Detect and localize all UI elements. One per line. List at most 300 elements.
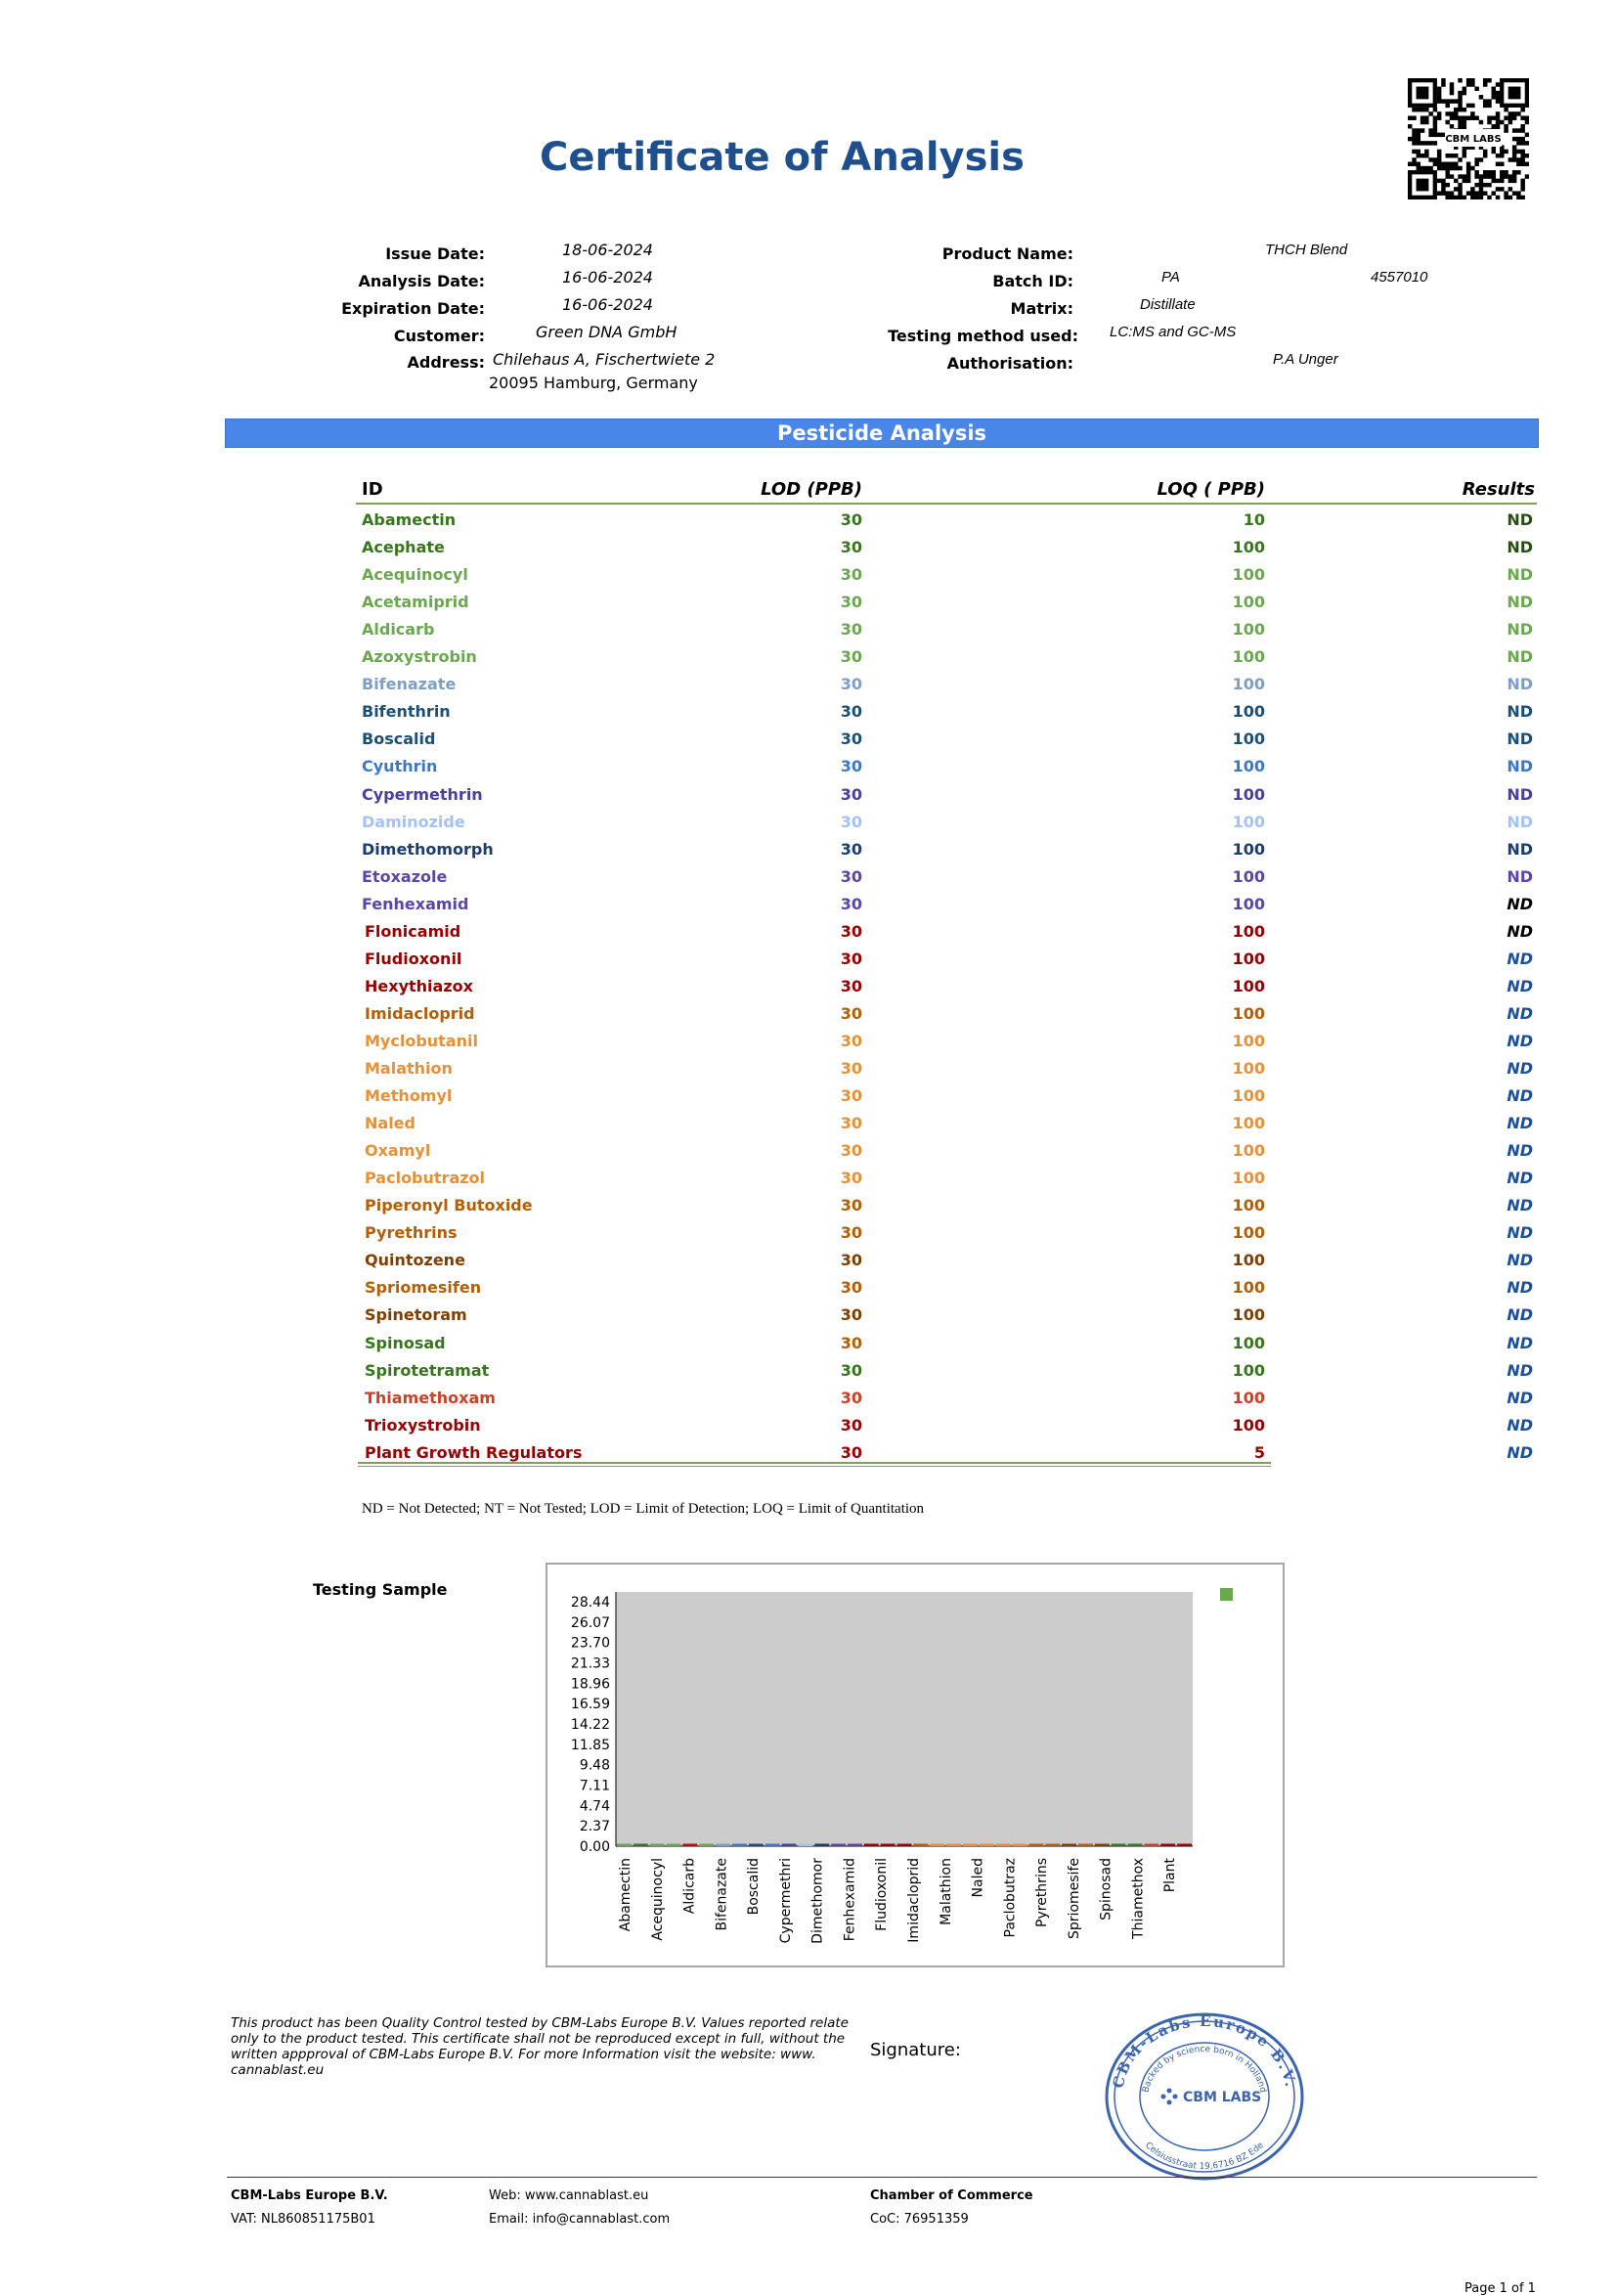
qr-module bbox=[1492, 95, 1496, 99]
qr-module bbox=[1474, 115, 1478, 119]
qr-module bbox=[1492, 150, 1496, 154]
stamp-logo-text: CBM LABS bbox=[1183, 2090, 1262, 2105]
table-cell-lod: 30 bbox=[840, 1361, 862, 1380]
qr-module bbox=[1500, 174, 1504, 178]
table-cell-result: ND bbox=[1507, 1416, 1533, 1435]
qr-module bbox=[1470, 104, 1474, 108]
qr-module bbox=[1474, 174, 1478, 178]
qr-module bbox=[1454, 115, 1458, 119]
chart-bar bbox=[814, 1844, 829, 1847]
table-cell-loq: 100 bbox=[1232, 895, 1265, 913]
qr-module bbox=[1417, 162, 1420, 166]
page-number: Page 1 of 1 bbox=[1464, 2281, 1536, 2296]
qr-module bbox=[1466, 166, 1470, 170]
qr-module bbox=[1424, 166, 1428, 170]
qr-module bbox=[1428, 166, 1432, 170]
table-cell-id: Fenhexamid bbox=[362, 895, 469, 913]
table-cell-result: ND bbox=[1507, 1086, 1533, 1105]
qr-module bbox=[1441, 187, 1445, 191]
qr-module bbox=[1479, 183, 1483, 187]
table-cell-result: ND bbox=[1507, 922, 1533, 941]
qr-module bbox=[1492, 174, 1496, 178]
qr-module bbox=[1424, 115, 1428, 119]
qr-module bbox=[1408, 124, 1412, 128]
table-cell-id: Aldicarb bbox=[362, 620, 435, 639]
table-cell-loq: 100 bbox=[1232, 1004, 1265, 1023]
table-cell-id: Spinosad bbox=[365, 1334, 446, 1352]
qr-module bbox=[1412, 133, 1416, 137]
table-cell-lod: 30 bbox=[840, 510, 862, 529]
table-cell-lod: 30 bbox=[840, 729, 862, 748]
qr-module bbox=[1420, 154, 1424, 157]
signature-label: Signature: bbox=[870, 2040, 961, 2060]
table-cell-lod: 30 bbox=[840, 895, 862, 913]
chart-x-tick-label: Spriomesife bbox=[1066, 1858, 1082, 1939]
table-cell-id: Dimethomorph bbox=[362, 840, 494, 859]
footer-divider bbox=[227, 2177, 1537, 2178]
qr-module bbox=[1445, 154, 1449, 157]
chart-bar bbox=[1013, 1844, 1027, 1847]
qr-module bbox=[1466, 78, 1470, 82]
qr-module bbox=[1487, 99, 1491, 103]
qr-module bbox=[1479, 196, 1483, 199]
qr-module bbox=[1420, 108, 1424, 111]
qr-module bbox=[1525, 154, 1529, 157]
qr-module bbox=[1483, 104, 1487, 108]
qr-module bbox=[1483, 191, 1487, 195]
qr-module bbox=[1412, 128, 1416, 132]
table-cell-loq: 100 bbox=[1232, 949, 1265, 968]
qr-module bbox=[1437, 157, 1441, 161]
table-cell-result: ND bbox=[1507, 1114, 1533, 1132]
qr-module bbox=[1474, 191, 1478, 195]
qr-module bbox=[1483, 183, 1487, 187]
table-cell-result: ND bbox=[1507, 949, 1533, 968]
footer-web: Web: www.cannablast.eu bbox=[489, 2188, 649, 2203]
qr-module bbox=[1412, 141, 1416, 145]
qr-module bbox=[1428, 133, 1432, 137]
chart-bar bbox=[617, 1844, 632, 1847]
qr-module bbox=[1424, 141, 1428, 145]
qr-module bbox=[1445, 104, 1449, 108]
table-cell-result: ND bbox=[1507, 1251, 1533, 1269]
qr-module bbox=[1516, 157, 1520, 161]
qr-module bbox=[1504, 128, 1508, 132]
chart-bar bbox=[1028, 1844, 1043, 1847]
address-line1: Chilehaus A, Fischertwiete 2 bbox=[493, 350, 716, 369]
table-cell-id: Bifenazate bbox=[362, 675, 457, 693]
table-cell-id: Flonicamid bbox=[365, 922, 461, 941]
table-cell-result: ND bbox=[1507, 1443, 1533, 1462]
table-cell-loq: 100 bbox=[1232, 922, 1265, 941]
qr-module bbox=[1445, 191, 1449, 195]
table-cell-result: ND bbox=[1507, 1059, 1533, 1078]
qr-module bbox=[1454, 108, 1458, 111]
qr-module bbox=[1520, 154, 1524, 157]
chart-bar bbox=[716, 1844, 730, 1847]
chart-x-tick-label: Boscalid bbox=[746, 1858, 763, 1916]
chart-y-tick-label: 28.44 bbox=[570, 1595, 610, 1611]
method-label: Testing method used: bbox=[888, 327, 1078, 345]
chart-bar bbox=[650, 1844, 665, 1847]
qr-module bbox=[1487, 78, 1491, 82]
qr-module bbox=[1458, 115, 1462, 119]
qr-module bbox=[1520, 187, 1524, 191]
table-cell-id: Boscalid bbox=[362, 729, 436, 748]
qr-module bbox=[1512, 174, 1516, 178]
qr-module bbox=[1504, 174, 1508, 178]
table-cell-result: ND bbox=[1507, 895, 1533, 913]
qr-module bbox=[1463, 108, 1466, 111]
table-cell-id: Abamectin bbox=[362, 510, 457, 529]
chart-y-tick-label: 26.07 bbox=[570, 1614, 610, 1631]
chart-bar bbox=[881, 1844, 896, 1847]
qr-module bbox=[1512, 145, 1516, 149]
qr-module bbox=[1445, 196, 1449, 199]
chart-bar bbox=[1095, 1844, 1110, 1847]
chart-bar bbox=[1078, 1844, 1093, 1847]
table-cell-id: Oxamyl bbox=[365, 1141, 431, 1160]
table-cell-result: ND bbox=[1507, 565, 1533, 584]
qr-module bbox=[1441, 99, 1445, 103]
table-cell-loq: 100 bbox=[1232, 729, 1265, 748]
address-line2: 20095 Hamburg, Germany bbox=[489, 374, 698, 392]
qr-module bbox=[1474, 170, 1478, 174]
qr-module bbox=[1508, 174, 1512, 178]
qr-module bbox=[1412, 137, 1416, 141]
qr-module bbox=[1492, 91, 1496, 95]
table-cell-loq: 100 bbox=[1232, 1169, 1265, 1187]
qr-module bbox=[1516, 196, 1520, 199]
table-header-loq: LOQ ( PPB) bbox=[1157, 479, 1265, 500]
qr-module bbox=[1504, 196, 1508, 199]
table-cell-loq: 100 bbox=[1232, 840, 1265, 859]
table-cell-result: ND bbox=[1507, 675, 1533, 693]
table-cell-lod: 30 bbox=[840, 1223, 862, 1242]
qr-module bbox=[1512, 179, 1516, 183]
table-cell-loq: 100 bbox=[1232, 1278, 1265, 1297]
table-cell-id: Bifenthrin bbox=[362, 702, 451, 721]
qr-module bbox=[1450, 124, 1454, 128]
qr-module bbox=[1454, 187, 1458, 191]
chart-x-tick-label: Bifenazate bbox=[714, 1858, 730, 1931]
qr-module bbox=[1437, 150, 1441, 154]
table-cell-lod: 30 bbox=[840, 1443, 862, 1462]
table-cell-lod: 30 bbox=[840, 922, 862, 941]
qr-module bbox=[1441, 78, 1445, 82]
table-cell-id: Fludioxonil bbox=[365, 949, 462, 968]
expiration-date-value: 16-06-2024 bbox=[562, 295, 653, 314]
table-cell-loq: 100 bbox=[1232, 1389, 1265, 1407]
qr-module bbox=[1441, 162, 1445, 166]
chart-bar bbox=[848, 1844, 862, 1847]
qr-module bbox=[1520, 124, 1524, 128]
qr-module bbox=[1474, 162, 1478, 166]
table-cell-lod: 30 bbox=[840, 949, 862, 968]
qr-module bbox=[1424, 150, 1428, 154]
chart-bar bbox=[996, 1844, 1011, 1847]
table-cell-result: ND bbox=[1507, 647, 1533, 666]
chart-legend-swatch bbox=[1220, 1588, 1233, 1601]
table-cell-result: ND bbox=[1507, 1334, 1533, 1352]
qr-module bbox=[1470, 187, 1474, 191]
table-cell-lod: 30 bbox=[840, 1169, 862, 1187]
qr-module bbox=[1492, 115, 1496, 119]
chart-x-tick-label: Cypermethri bbox=[777, 1858, 794, 1944]
qr-module bbox=[1470, 111, 1474, 115]
qr-module bbox=[1408, 115, 1412, 119]
table-cell-result: ND bbox=[1507, 977, 1533, 995]
qr-module bbox=[1512, 154, 1516, 157]
table-cell-loq: 100 bbox=[1232, 757, 1265, 775]
table-cell-lod: 30 bbox=[840, 1416, 862, 1435]
qr-module bbox=[1504, 108, 1508, 111]
qr-module bbox=[1474, 87, 1478, 91]
chart-y-tick-label: 18.96 bbox=[570, 1676, 610, 1693]
qr-module bbox=[1512, 170, 1516, 174]
qr-module bbox=[1437, 179, 1441, 183]
table-bottom-rule bbox=[358, 1462, 1271, 1464]
qr-module bbox=[1437, 111, 1441, 115]
table-cell-id: Spinetoram bbox=[365, 1305, 467, 1324]
table-cell-result: ND bbox=[1507, 1196, 1533, 1214]
table-cell-id: Malathion bbox=[365, 1059, 453, 1078]
qr-module bbox=[1433, 157, 1437, 161]
qr-module bbox=[1474, 157, 1478, 161]
table-cell-result: ND bbox=[1507, 1389, 1533, 1407]
qr-module bbox=[1483, 154, 1487, 157]
table-cell-result: ND bbox=[1507, 593, 1533, 611]
chart-y-tick-label: 4.74 bbox=[579, 1798, 610, 1815]
batch-id-number: 4557010 bbox=[1371, 269, 1428, 286]
qr-module bbox=[1496, 179, 1500, 183]
qr-module bbox=[1417, 150, 1420, 154]
qr-module bbox=[1520, 179, 1524, 183]
table-header-lod: LOD (PPB) bbox=[761, 479, 862, 500]
chart-x-tick-label: Aldicarb bbox=[681, 1858, 698, 1915]
table-cell-loq: 5 bbox=[1253, 1443, 1265, 1462]
qr-module bbox=[1458, 183, 1462, 187]
qr-module bbox=[1428, 141, 1432, 145]
table-cell-id: Thiamethoxam bbox=[365, 1389, 496, 1407]
table-cell-lod: 30 bbox=[840, 647, 862, 666]
table-cell-id: Hexythiazox bbox=[365, 977, 473, 995]
qr-module bbox=[1525, 162, 1529, 166]
table-cell-result: ND bbox=[1507, 510, 1533, 529]
table-cell-id: Plant Growth Regulators bbox=[365, 1443, 583, 1462]
qr-module bbox=[1504, 115, 1508, 119]
abbreviation-note: ND = Not Detected; NT = Not Tested; LOD = Limit of Detection; LOQ = Limit of Quantitation bbox=[362, 1501, 925, 1517]
qr-module bbox=[1458, 191, 1462, 195]
chart-x-tick-label: Pyrethrins bbox=[1034, 1858, 1051, 1927]
chart-bar bbox=[963, 1844, 978, 1847]
chart-bar bbox=[634, 1844, 648, 1847]
document-title: Certificate of Analysis bbox=[540, 135, 1025, 180]
chart-bar bbox=[1177, 1844, 1192, 1847]
qr-module bbox=[1445, 120, 1449, 124]
table-cell-id: Methomyl bbox=[365, 1086, 453, 1105]
qr-module bbox=[1508, 115, 1512, 119]
table-cell-lod: 30 bbox=[840, 1278, 862, 1297]
qr-module bbox=[1487, 104, 1491, 108]
table-cell-result: ND bbox=[1507, 1004, 1533, 1023]
table-cell-id: Cyuthrin bbox=[362, 757, 438, 775]
qr-module bbox=[1458, 196, 1462, 199]
table-cell-loq: 100 bbox=[1232, 565, 1265, 584]
qr-module bbox=[1470, 115, 1474, 119]
qr-module bbox=[1512, 157, 1516, 161]
matrix-label: Matrix: bbox=[1010, 299, 1073, 318]
qr-module bbox=[1450, 174, 1454, 178]
qr-module bbox=[1496, 115, 1500, 119]
table-cell-lod: 30 bbox=[840, 813, 862, 831]
table-cell-id: Acequinocyl bbox=[362, 565, 468, 584]
qr-module bbox=[1508, 111, 1512, 115]
table-cell-lod: 30 bbox=[840, 1305, 862, 1324]
qr-module bbox=[1516, 150, 1520, 154]
qr-module bbox=[1479, 179, 1483, 183]
qr-module bbox=[1441, 166, 1445, 170]
table-cell-lod: 30 bbox=[840, 593, 862, 611]
qr-module bbox=[1496, 99, 1500, 103]
table-cell-lod: 30 bbox=[840, 1196, 862, 1214]
qr-module bbox=[1458, 120, 1462, 124]
qr-module bbox=[1525, 115, 1529, 119]
qr-module bbox=[1445, 174, 1449, 178]
table-cell-loq: 100 bbox=[1232, 1416, 1265, 1435]
table-header-results: Results bbox=[1462, 479, 1535, 500]
chart-x-tick-label: Acequinocyl bbox=[649, 1858, 666, 1941]
table-cell-loq: 100 bbox=[1232, 1086, 1265, 1105]
qr-module bbox=[1445, 166, 1449, 170]
table-cell-loq: 100 bbox=[1232, 785, 1265, 804]
qr-module bbox=[1520, 128, 1524, 132]
qr-module bbox=[1520, 157, 1524, 161]
table-cell-id: Quintozene bbox=[365, 1251, 465, 1269]
qr-module bbox=[1412, 115, 1416, 119]
chart-bar bbox=[930, 1844, 944, 1847]
chart-bar bbox=[782, 1844, 797, 1847]
qr-module bbox=[1466, 82, 1470, 86]
qr-module bbox=[1508, 179, 1512, 183]
qr-module bbox=[1458, 174, 1462, 178]
qr-module bbox=[1512, 128, 1516, 132]
chart-bar bbox=[765, 1844, 780, 1847]
testing-sample-label: Testing Sample bbox=[313, 1580, 448, 1599]
qr-module bbox=[1516, 170, 1520, 174]
qr-module bbox=[1458, 78, 1462, 82]
table-cell-id: Imidacloprid bbox=[365, 1004, 475, 1023]
table-cell-id: Trioxystrobin bbox=[365, 1416, 481, 1435]
svg-text:Celsiusstraat 19,6716 BZ Ede bbox=[1143, 2141, 1266, 2172]
qr-module bbox=[1437, 191, 1441, 195]
qr-module bbox=[1458, 99, 1462, 103]
table-cell-lod: 30 bbox=[840, 785, 862, 804]
chart-bar bbox=[749, 1844, 764, 1847]
qr-module bbox=[1433, 128, 1437, 132]
table-header-id: ID bbox=[362, 479, 383, 500]
table-cell-loq: 100 bbox=[1232, 1196, 1265, 1214]
qr-module bbox=[1500, 179, 1504, 183]
qr-module bbox=[1466, 170, 1470, 174]
qr-module bbox=[1483, 78, 1487, 82]
qr-module bbox=[1496, 95, 1500, 99]
qr-module bbox=[1454, 196, 1458, 199]
qr-module bbox=[1412, 162, 1416, 166]
qr-module bbox=[1504, 191, 1508, 195]
table-cell-id: Etoxazole bbox=[362, 867, 448, 886]
qr-module bbox=[1512, 191, 1516, 195]
qr-module bbox=[1496, 82, 1500, 86]
table-cell-result: ND bbox=[1507, 1278, 1533, 1297]
qr-module bbox=[1516, 191, 1520, 195]
qr-module bbox=[1525, 120, 1529, 124]
qr-module bbox=[1520, 115, 1524, 119]
qr-module bbox=[1454, 154, 1458, 157]
table-cell-lod: 30 bbox=[840, 1004, 862, 1023]
table-cell-loq: 100 bbox=[1232, 1361, 1265, 1380]
qr-code-icon bbox=[1408, 78, 1529, 199]
qr-module bbox=[1512, 137, 1516, 141]
qr-module bbox=[1458, 108, 1462, 111]
qr-module bbox=[1437, 99, 1441, 103]
qr-module bbox=[1420, 120, 1424, 124]
table-cell-loq: 100 bbox=[1232, 538, 1265, 556]
qr-module bbox=[1450, 111, 1454, 115]
table-header-rule bbox=[356, 503, 1537, 505]
qr-module bbox=[1420, 166, 1424, 170]
qr-module bbox=[1479, 187, 1483, 191]
qr-module bbox=[1492, 191, 1496, 195]
qr-module bbox=[1412, 150, 1416, 154]
qr-module bbox=[1450, 87, 1454, 91]
qr-module bbox=[1445, 183, 1449, 187]
qr-module bbox=[1496, 120, 1500, 124]
chart-bar bbox=[831, 1844, 846, 1847]
chart-x-tick-label: Dimethomor bbox=[809, 1858, 826, 1944]
analysis-date-label: Analysis Date: bbox=[358, 272, 485, 290]
qr-module bbox=[1433, 115, 1437, 119]
chart-x-tick-label: Thiamethox bbox=[1130, 1858, 1147, 1939]
qr-module bbox=[1450, 115, 1454, 119]
footer-company: CBM-Labs Europe B.V. bbox=[231, 2188, 388, 2203]
qr-module bbox=[1454, 162, 1458, 166]
qr-module bbox=[1516, 137, 1520, 141]
batch-id-prefix: PA bbox=[1161, 269, 1180, 286]
chart-bar bbox=[682, 1844, 697, 1847]
qr-module bbox=[1483, 82, 1487, 86]
qr-module bbox=[1466, 115, 1470, 119]
table-cell-id: Acephate bbox=[362, 538, 445, 556]
qr-module bbox=[1474, 183, 1478, 187]
qr-module bbox=[1417, 166, 1420, 170]
qr-module bbox=[1433, 141, 1437, 145]
table-cell-result: ND bbox=[1507, 813, 1533, 831]
qr-module bbox=[1417, 128, 1420, 132]
chart-x-tick-label: Paclobutraz bbox=[1002, 1858, 1019, 1938]
table-cell-lod: 30 bbox=[840, 1032, 862, 1050]
chart-plot-area bbox=[616, 1592, 1193, 1846]
qr-module bbox=[1454, 111, 1458, 115]
issue-date-label: Issue Date: bbox=[385, 244, 485, 263]
table-cell-loq: 100 bbox=[1232, 1334, 1265, 1352]
qr-module bbox=[1512, 150, 1516, 154]
table-cell-lod: 30 bbox=[840, 1334, 862, 1352]
qr-module bbox=[1516, 111, 1520, 115]
table-cell-result: ND bbox=[1507, 1305, 1533, 1324]
chart-x-tick-label: Spinosad bbox=[1098, 1858, 1114, 1921]
table-cell-lod: 30 bbox=[840, 1114, 862, 1132]
